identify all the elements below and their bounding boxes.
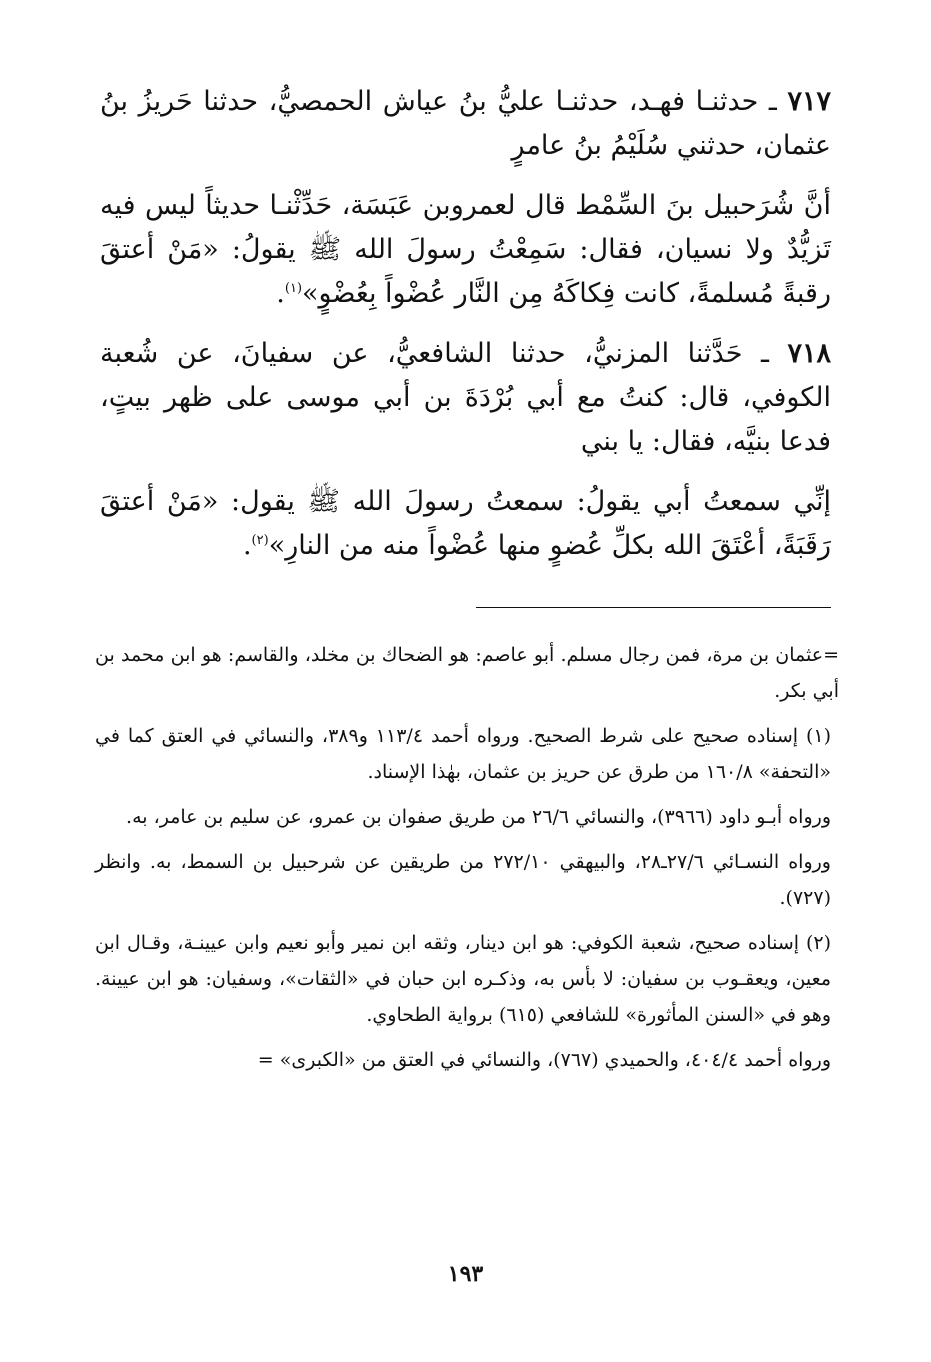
hadith-717-matn — [100, 184, 831, 316]
hadith-number: ٧١٧ — [787, 86, 831, 117]
main-text — [100, 80, 831, 584]
hadith-718-isnad — [100, 332, 831, 464]
end-mark: . — [276, 278, 285, 309]
hadith-matn-text: إنِّي سمعتُ أبي يقولُ: سمعتُ رسولَ الله ﷺ يقول: «مَنْ أعتقَ رَقَبَةً، أعْتَقَ الله بكلِّ عُضوٍ منها عُضْواً منه من النارِ» — [100, 486, 831, 561]
footnote-separator — [476, 607, 831, 608]
hadith-number: ٧١٨ — [787, 338, 831, 369]
end-mark: . — [242, 530, 252, 561]
hadith-isnad-text: ـ حَدَّثنا المزنيُّ، حدثنا الشافعيُّ، عن سفيانَ، عن شُعبة الكوفي، قال: كنتُ مع أبي بُرْدَةَ بن أبي موسى على ظهر بيتٍ، فدعا بنيَّه، فقال: يا بني — [100, 338, 831, 457]
footnote-paragraph: (٢) إسناده صحيح، شعبة الكوفي: هو ابن دينار، وثقه ابن نمير وأبو نعيم وابن عيينـة، وقـال ابن معين، ويعقـوب بن سفيان: لا بأس به، وذكـره ابن حبان في «الثقات»، وسفيان: هو ابن عيينة. وهو في «السنن المأثورة» للشافعي (٦١٥) برواية الطحاوي. — [95, 932, 831, 1026]
footnote-paragraph: ورواه النسـائي ٢٧/٦ـ٢٨، والبيهقي ٢٧٢/١٠ من طريقين عن شرحبيل بن السمط، به. وانظر (٧٢٧). — [95, 851, 831, 909]
footnotes — [95, 637, 839, 1087]
footnote-paragraph: ورواه أحمد ٤٠٤/٤، والحميدي (٧٦٧)، والنسائي في العتق من «الكبرى» = — [257, 1049, 831, 1071]
footnote-continuation: =عثمان بن مرة، فمن رجال مسلم. أبو عاصم: هو الضحاك بن مخلد، والقاسم: هو ابن محمد بن أبي بكر. — [95, 644, 839, 702]
hadith-matn-text: أنَّ شُرَحبيل بنَ السِّمْط قال لعمروبن عَبَسَة، حَدِّثْنـا حديثاً ليس فيه تَزيُّدٌ ولا نسيان، فقال: سَمِعْتُ رسولَ الله ﷺ يقولُ: «مَنْ أعتقَ رقبةً مُسلمةً، كانت فِكاكَهُ مِن النَّار عُضْواً بِعُضْوٍ» — [100, 190, 831, 309]
footnote-marker: (٢) — [251, 533, 269, 548]
footnote-paragraph: (١) إسناده صحيح على شرط الصحيح. ورواه أحمد ١١٣/٤ و٣٨٩، والنسائي في العتق كما في «التحفة» ١٦٠/٨ من طرق عن حريز بن عثمان، بهٰذا الإسناد. — [95, 725, 832, 783]
hadith-717-isnad — [100, 80, 831, 168]
footnote-marker: (١) — [284, 281, 303, 296]
hadith-718-matn — [100, 480, 831, 568]
page-number: ١٩٣ — [447, 1261, 484, 1287]
hadith-isnad-text: ـ حدثنـا فهـد، حدثنـا عليُّ بنُ عياش الحمصيُّ، حدثنا حَريزُ بنُ عثمان، حدثني سُلَيْمُ بنُ عامرٍ — [100, 86, 831, 161]
footnote-paragraph: ورواه أبـو داود (٣٩٦٦)، والنسائي ٢٦/٦ من طريق صفوان بن عمرو، عن سليم بن عامر، به. — [126, 806, 831, 828]
